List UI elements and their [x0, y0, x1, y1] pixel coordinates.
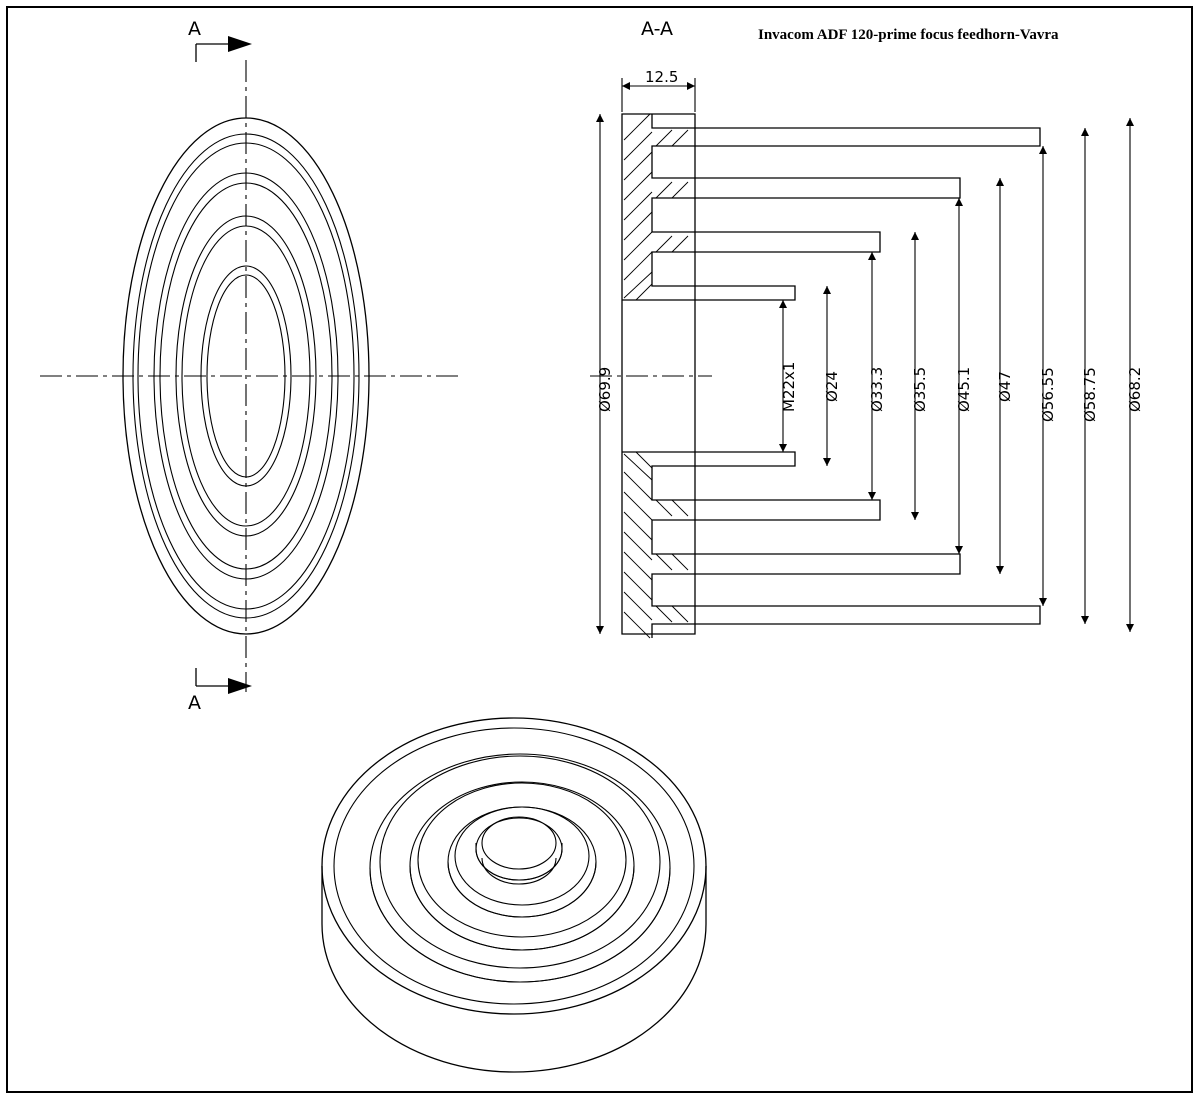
section-mark-top: A	[188, 18, 201, 40]
front-view	[40, 36, 462, 694]
dimension-thread: M22x1	[780, 361, 798, 412]
section-view	[590, 78, 1134, 638]
dimension-d24: Ø24	[823, 371, 841, 402]
dimension-d47: Ø47	[996, 371, 1014, 402]
dimension-d33-3: Ø33.3	[868, 366, 886, 412]
dimension-d45-1: Ø45.1	[955, 366, 973, 412]
dimension-width: 12.5	[645, 68, 679, 86]
section-mark-bottom: A	[188, 692, 201, 714]
isometric-view	[322, 718, 706, 1072]
dimension-d56-55: Ø56.55	[1039, 367, 1057, 422]
dimension-d68-2: Ø68.2	[1126, 366, 1144, 412]
section-title-label: A-A	[641, 18, 674, 40]
drawing-title: Invacom ADF 120-prime focus feedhorn-Vavra	[758, 27, 1059, 43]
dimension-d35-5: Ø35.5	[911, 366, 929, 412]
dimension-outer-front: Ø69.9	[596, 366, 614, 412]
dimension-d58-75: Ø58.75	[1081, 367, 1099, 422]
